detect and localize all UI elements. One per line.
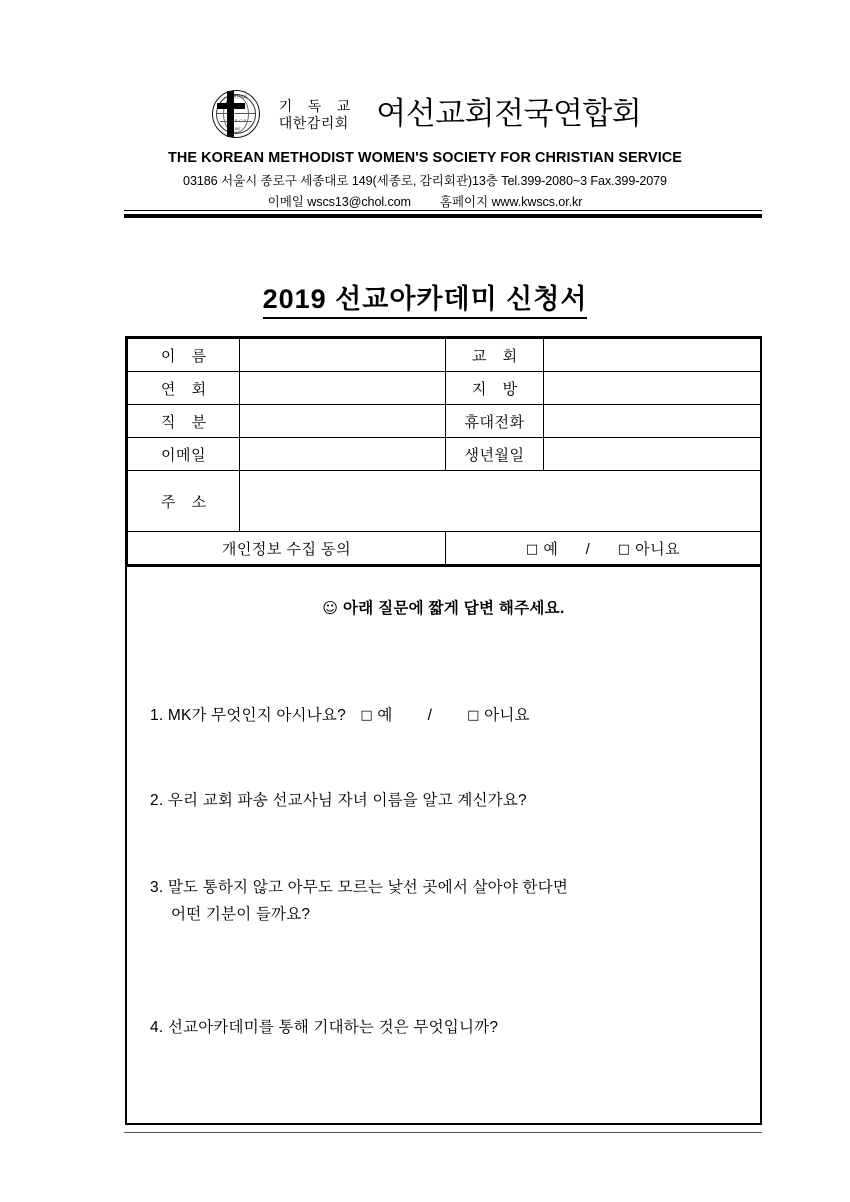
field-name[interactable]	[240, 339, 446, 372]
organization-name: 여선교회전국연합회	[376, 96, 642, 131]
question-item-1	[150, 702, 760, 729]
question-2-number: 2.	[150, 792, 164, 809]
question-1-no-checkbox[interactable]: □	[467, 708, 480, 723]
field-birthdate[interactable]	[544, 438, 761, 471]
question-1-number: 1.	[150, 707, 164, 724]
applicant-info-table	[127, 338, 761, 565]
label-annual-conference: 연 회	[128, 372, 240, 405]
email-label: 이메일	[267, 195, 304, 209]
letterhead-top	[0, 86, 850, 144]
smiley-icon: ☺	[322, 599, 339, 617]
organization-address: 03186 서울시 종로구 세종대로 149(세종로, 감리회관)13층 Tel.399-2080~3 Fax.399-2079	[183, 174, 667, 188]
field-mobile-phone[interactable]	[544, 405, 761, 438]
question-1-yes-label: 예	[377, 707, 393, 724]
label-address: 주 소	[128, 471, 240, 532]
homepage-value: www.kwscs.or.kr	[491, 195, 583, 209]
question-item-4	[150, 1014, 760, 1041]
field-district[interactable]	[544, 372, 761, 405]
label-position: 직 분	[128, 405, 240, 438]
field-church[interactable]	[544, 339, 761, 372]
header-divider-thick	[124, 214, 762, 218]
question-1-no-label: 아니요	[484, 707, 530, 724]
consent-yes-label: 예	[543, 540, 559, 558]
table-row	[128, 471, 761, 532]
logo-mark-bottom: 1897	[232, 127, 241, 131]
label-email: 이메일	[128, 438, 240, 471]
questions-instruction-text: 아래 질문에 짧게 답변 해주세요.	[342, 600, 565, 617]
question-4-number: 4.	[150, 1019, 164, 1036]
footer-divider	[124, 1132, 762, 1133]
question-item-3	[150, 874, 760, 928]
page-title-text: 2019 선교아카데미 신청서	[263, 284, 588, 319]
table-row	[128, 405, 761, 438]
label-mobile-phone: 휴대전화	[446, 405, 544, 438]
field-email[interactable]	[240, 438, 446, 471]
application-form	[125, 336, 762, 1125]
homepage-label: 홈페이지	[439, 195, 489, 209]
consent-no-label: 아니요	[635, 540, 681, 558]
question-1-text: MK가 무엇인지 아시나요?	[167, 707, 346, 724]
table-row	[128, 339, 761, 372]
questions-instruction	[127, 567, 760, 618]
question-3-number: 3.	[150, 879, 164, 896]
question-4-text: 선교아카데미를 통해 기대하는 것은 무엇입니까?	[167, 1019, 499, 1036]
question-3-text-line2: 어떤 기분이 들까요?	[171, 906, 311, 923]
label-birthdate: 생년월일	[446, 438, 544, 471]
table-row	[128, 532, 761, 565]
questions-list	[127, 666, 760, 1041]
question-2-text: 우리 교회 파송 선교사님 자녀 이름을 알고 계신가요?	[167, 792, 527, 809]
denomination-line-1: 기 독 교	[278, 100, 357, 115]
field-address[interactable]	[240, 471, 761, 532]
consent-separator: /	[585, 540, 591, 558]
consent-yes-checkbox[interactable]: □	[525, 541, 539, 557]
organization-english-name: THE KOREAN METHODIST WOMEN'S SOCIETY FOR CHRISTIAN SERVICE	[168, 150, 682, 166]
letterhead	[0, 86, 850, 210]
questions-panel	[127, 565, 760, 1123]
field-position[interactable]	[240, 405, 446, 438]
field-annual-conference[interactable]	[240, 372, 446, 405]
email-value: wscs13@chol.com	[307, 195, 411, 209]
label-church: 교 회	[446, 339, 544, 372]
label-district: 지 방	[446, 372, 544, 405]
organization-logo-icon	[209, 87, 265, 143]
table-row	[128, 372, 761, 405]
organization-denomination	[279, 97, 357, 133]
organization-contact	[0, 191, 850, 210]
denomination-line-2: 대한감리회	[278, 117, 349, 132]
question-3-text: 말도 통하지 않고 아무도 모르는 낯선 곳에서 살아야 한다면	[167, 879, 569, 896]
logo-mark-top: 여선교회	[232, 94, 247, 99]
question-1-options	[350, 702, 529, 729]
question-1-yes-checkbox[interactable]: □	[360, 708, 373, 723]
header-divider-thin	[124, 210, 762, 211]
question-item-2	[150, 787, 760, 814]
table-row	[128, 438, 761, 471]
privacy-consent-choices	[446, 532, 761, 565]
consent-no-checkbox[interactable]: □	[617, 541, 631, 557]
logo-mark-mid: W.S.C.S	[229, 118, 247, 123]
label-name: 이 름	[128, 339, 240, 372]
question-1-separator: /	[427, 707, 433, 724]
label-privacy-consent: 개인정보 수집 동의	[128, 532, 446, 565]
page-title	[0, 277, 850, 316]
